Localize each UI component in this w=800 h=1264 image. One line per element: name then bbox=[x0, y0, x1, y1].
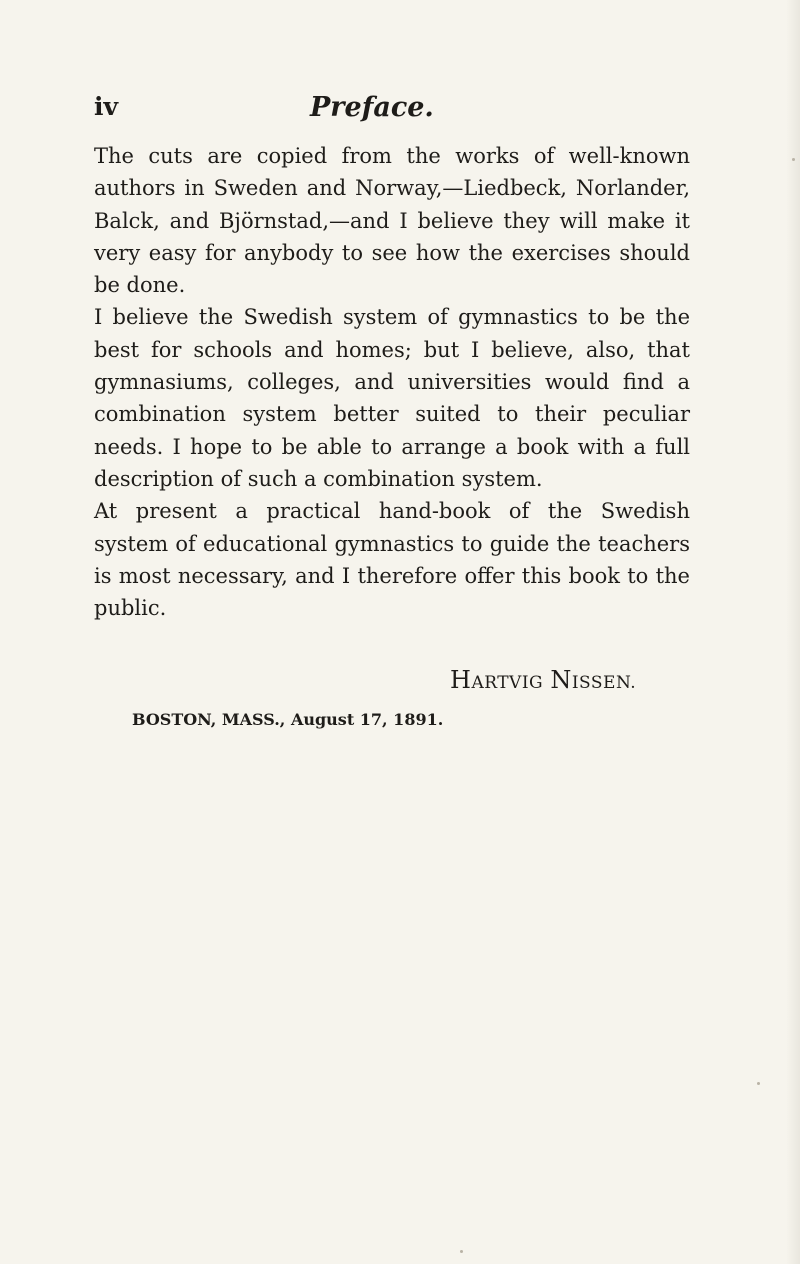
text-line: needs. I hope to be able to arrange a book with a full bbox=[94, 434, 690, 459]
signature-first-initial: H bbox=[450, 666, 472, 694]
paper-speck bbox=[757, 1082, 760, 1085]
dateline bbox=[132, 710, 443, 729]
signature-last-rest: ISSEN. bbox=[571, 673, 637, 693]
text-line: authors in Sweden and Norway,—Liedbeck, Norlander, bbox=[94, 176, 690, 201]
text-line: combination system better suited to their peculiar bbox=[94, 402, 690, 427]
dateline-place: BOSTON, MASS., bbox=[132, 710, 286, 729]
paper-speck bbox=[460, 1250, 463, 1253]
text-line: I believe the Swedish system of gymnastics to be the bbox=[94, 305, 690, 330]
text-line: Balck, and Björnstad,—and I believe they will make it bbox=[94, 208, 690, 233]
text-line: public. bbox=[94, 596, 167, 621]
page-edge-shadow bbox=[786, 0, 800, 1264]
text-line: The cuts are copied from the works of well-known bbox=[94, 144, 690, 168]
text-line: description of such a combination system. bbox=[94, 466, 543, 491]
dateline-date: August 17, 1891. bbox=[290, 710, 444, 729]
text-line: gymnasiums, colleges, and universities would find a bbox=[94, 370, 690, 395]
text-line: best for schools and homes; but I believe, also, that bbox=[94, 337, 690, 362]
signature-first-rest: ARTVIG bbox=[471, 673, 544, 693]
author-signature bbox=[450, 666, 636, 694]
text-line: is most necessary, and I therefore offer this book to the bbox=[94, 563, 690, 588]
text-line: be done. bbox=[94, 273, 186, 298]
page-number: iv bbox=[94, 92, 119, 121]
paper-speck bbox=[792, 158, 795, 161]
text-line: At present a practical hand-book of the Swedish bbox=[94, 499, 690, 524]
body-text bbox=[94, 140, 690, 624]
text-line: system of educational gymnastics to guide the teachers bbox=[94, 531, 690, 556]
running-title: Preface. bbox=[310, 92, 434, 123]
text-line: very easy for anybody to see how the exercises should bbox=[94, 240, 690, 265]
signature-last-initial: N bbox=[550, 666, 572, 694]
running-head bbox=[94, 92, 690, 126]
